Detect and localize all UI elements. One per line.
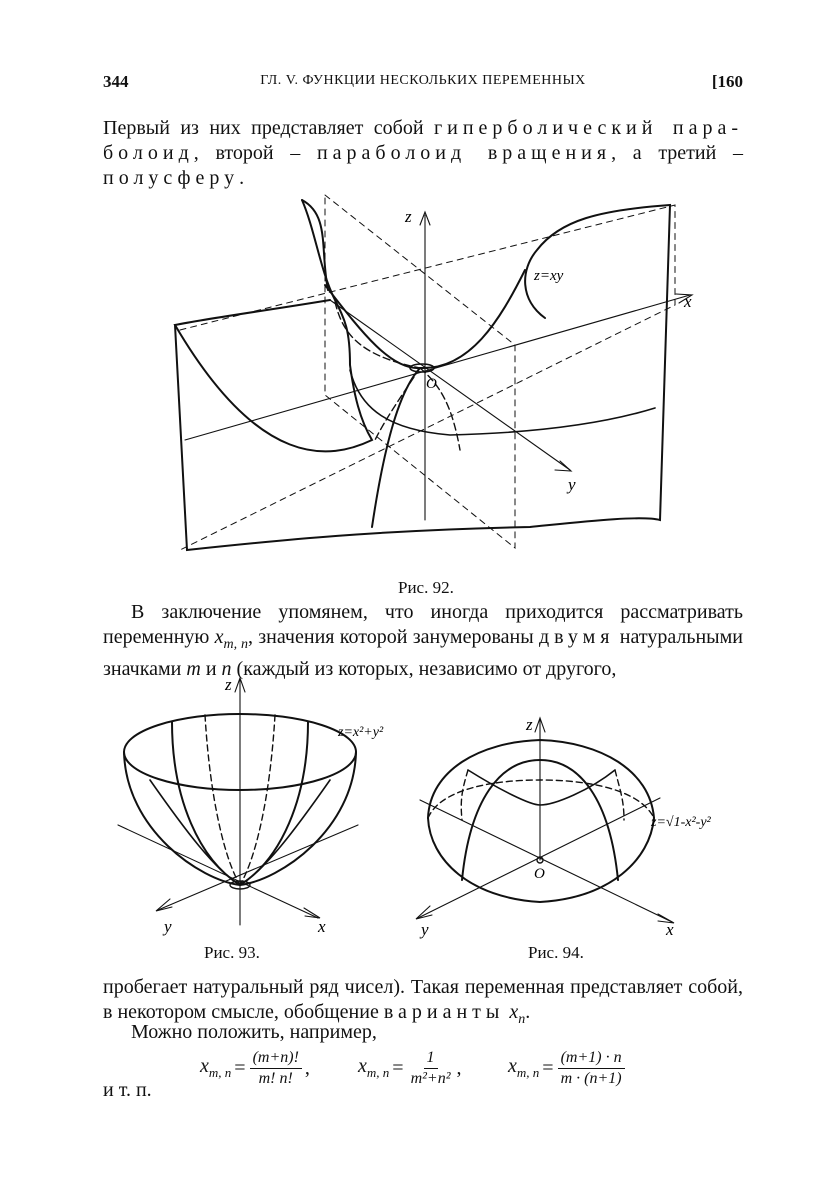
text-run: В заключение упомянем, что иногда приходится рассматривать переменную (103, 601, 743, 648)
math-variable: x (508, 1055, 517, 1077)
numerator: (m+n)! (250, 1049, 302, 1069)
page-number: 344 (103, 72, 129, 91)
text-run: . (239, 167, 245, 189)
text-run: Можно положить, например, (131, 1021, 377, 1043)
section-number: [160 (711, 72, 743, 91)
math-variable: x (200, 1055, 209, 1077)
text-run: . (525, 1001, 531, 1023)
formula-2: $x_{m, n}$ = $\frac{1}{\text{m²+n²}}$ , (358, 1048, 462, 1087)
text-run: , а третий – (611, 142, 744, 164)
figure-94-caption: Рис. 94. (528, 943, 584, 962)
axis-label-x: x (318, 917, 326, 936)
axis-label-z: z (405, 207, 412, 226)
emphasis-text: двумя (538, 626, 615, 648)
figure-93-caption: Рис. 93. (204, 943, 260, 962)
axis-label-y: y (568, 475, 576, 494)
text-run: Первый из них представляет собой (103, 117, 434, 139)
math-subscript: m, n (516, 1065, 540, 1080)
separator: , (304, 1056, 310, 1079)
math-subscript: m, n (208, 1065, 232, 1080)
emphasis-text: гиперболический пара-болоид (103, 117, 743, 164)
figure-92-caption: Рис. 92. (398, 578, 454, 597)
text-run: (каждый из которых, независимо от другого, (231, 658, 617, 680)
denominator: m · (n+1) (560, 1069, 622, 1087)
math-subscript: n (518, 1012, 526, 1027)
figure-93-paraboloid (110, 672, 410, 942)
axis-label-y: y (164, 917, 172, 936)
paragraph-surfaces (103, 116, 743, 191)
axis-label-x: x (684, 292, 692, 311)
emphasis-text: полусферу (103, 167, 240, 189)
axis-label-y: y (421, 920, 429, 939)
axis-label-x: x (666, 920, 674, 939)
text-run: и т. п. (103, 1079, 152, 1101)
surface-label: z=xy (534, 268, 564, 284)
numerator: (m+1) · n (558, 1049, 625, 1069)
text-run: и (200, 658, 222, 680)
math-variable: x (509, 1001, 519, 1023)
emphasis-text: варианты (383, 1001, 505, 1023)
formula-3: $x_{m, n}$ = $\frac{(m+1) \cdot n}{m \cdot (n+1)}$ (508, 1045, 628, 1091)
text-run: , значения которой занумерованы (247, 626, 539, 648)
origin-label: O (426, 376, 437, 392)
denominator: m! n! (258, 1069, 293, 1087)
math-variable: n (221, 658, 232, 680)
formula-1: $x_{m, n}$ = $\frac{(m+n)!}{m! n!}$ , (200, 1048, 310, 1087)
paragraph-example-intro (103, 1020, 743, 1045)
emphasis-text: параболоид вращения (316, 142, 612, 164)
separator: , (456, 1056, 462, 1079)
math-subscript: m, n (366, 1065, 390, 1080)
numerator: 1 (424, 1049, 438, 1069)
math-subscript: m, n (223, 637, 248, 652)
math-variable: m (186, 658, 201, 680)
math-variable: x (358, 1055, 367, 1077)
text-run: натуральными значками (103, 626, 743, 680)
text-run: , второй – (193, 142, 317, 164)
figure-92-hyperbolic-paraboloid (160, 190, 720, 570)
chapter-title: ГЛ. V. ФУНКЦИИ НЕСКОЛЬКИХ ПЕРЕМЕННЫХ (260, 73, 586, 88)
figure-94-hemisphere (410, 710, 772, 940)
surface-label: z=√1-x²-y² (651, 815, 711, 830)
math-variable: x (214, 626, 224, 648)
axis-label-z: z (225, 675, 232, 694)
origin-label: O (534, 866, 545, 882)
paragraph-two-indices (103, 600, 743, 682)
denominator: m²+n² (410, 1069, 451, 1087)
surface-label: z=x²+y² (338, 725, 384, 740)
paragraph-ending (103, 1078, 743, 1103)
text-run: пробегает натуральный ряд чисел). Такая переменная представляет собой, в некотором смысле, обобщение (103, 976, 743, 1023)
running-header (103, 72, 743, 96)
axis-label-z: z (526, 715, 533, 734)
